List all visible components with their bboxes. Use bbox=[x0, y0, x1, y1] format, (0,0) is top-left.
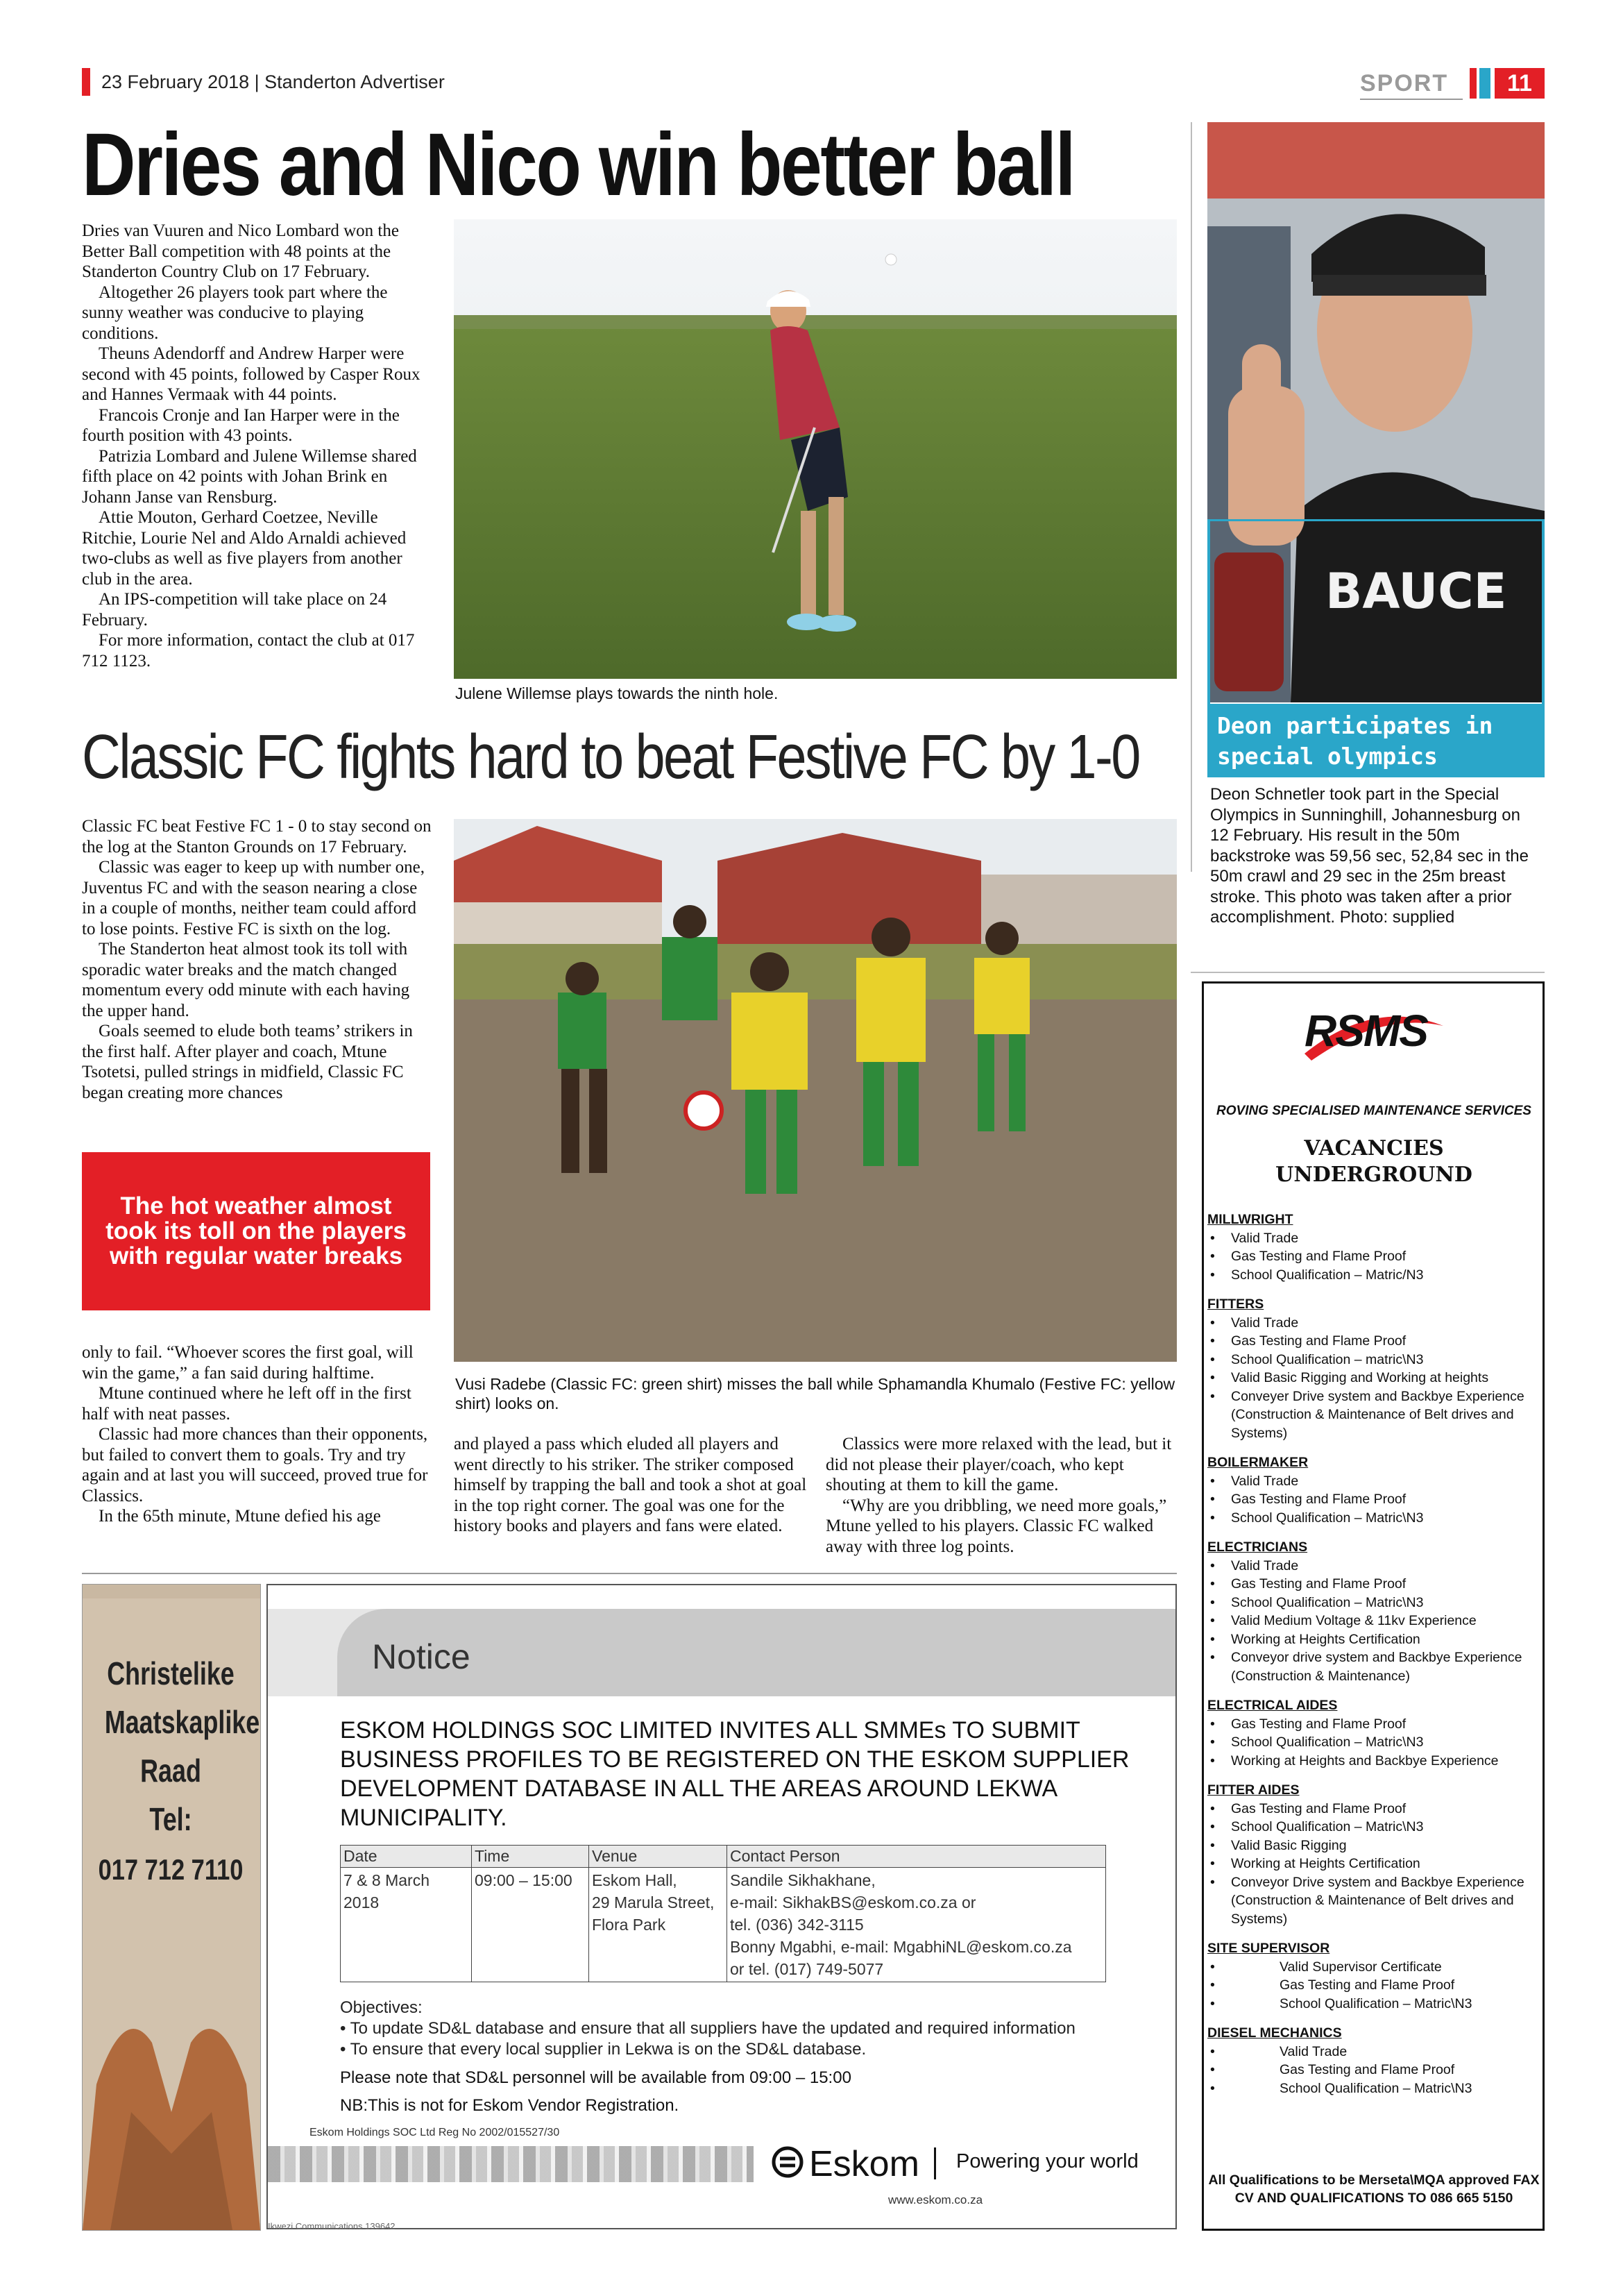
vacancy-requirement: • Valid Trade bbox=[1207, 1472, 1533, 1491]
vacancy-requirement: • Gas Testing and Flame Proof bbox=[1207, 1800, 1533, 1818]
vacancy-title: DIESEL MECHANICS bbox=[1207, 2025, 1342, 2041]
table-cell: 7 & 8 March 2018 bbox=[341, 1868, 472, 1982]
pull-quote-text: The hot weather almost took its toll on the players with regular water breaks bbox=[105, 1192, 407, 1269]
table-cell bbox=[589, 1868, 727, 1982]
special-olympics-title: Deon participates in special olympics bbox=[1207, 704, 1545, 777]
vacancy-requirement: • School Qualification – Matric\N3 bbox=[1207, 1818, 1533, 1837]
football-paragraph: Mtune continued where he left off in the first half with neat passes. bbox=[82, 1384, 411, 1424]
header-red-square bbox=[1470, 68, 1477, 99]
vacancy-requirement: • Gas Testing and Flame Proof bbox=[1207, 1247, 1533, 1266]
football-paragraph: Classic was eager to keep up with number one, Juventus FC and with the season nearing a close in a couple of months, neither team could afford to lose points. Festive FC is sixth on the log. bbox=[82, 858, 425, 938]
vacancy-title: MILLWRIGHT bbox=[1207, 1212, 1293, 1227]
vacancy-title: ELECTRICAL AIDES bbox=[1207, 1698, 1338, 1713]
header-date-paper: 23 February 2018 | Standerton Advertiser bbox=[101, 71, 445, 92]
football-headline: Classic FC fights hard to beat Festive FC by 1-0 bbox=[82, 723, 1139, 792]
table-cell bbox=[727, 1868, 1106, 1982]
vacancy-requirement: • Conveyor Drive system and Backbye Experience (Construction & Maintenance of Belt drives and Systems) bbox=[1207, 1873, 1533, 1929]
vacancy-requirement: • Valid Medium Voltage & 11kv Experience bbox=[1207, 1612, 1533, 1630]
column-divider bbox=[1191, 122, 1192, 872]
golf-paragraph: Dries van Vuuren and Nico Lombard won the Better Ball competition with 48 points at the Standerton Country Club on 17 February. bbox=[82, 221, 399, 281]
contact-line: Sandile Sikhakhane, bbox=[730, 1871, 876, 1889]
football-paragraph: In the 65th minute, Mtune defied his age bbox=[99, 1507, 381, 1526]
football-photo-caption: Vusi Radebe (Classic FC: green shirt) misses the ball while Sphamandla Khumalo (Festive FC: yellow shirt) looks on. bbox=[455, 1375, 1175, 1412]
special-olympics-photo bbox=[1207, 122, 1545, 702]
contact-line: Bonny Mgabhi, e-mail: MgabhiNL@eskom.co.za bbox=[730, 1938, 1072, 1956]
vacancy-requirement: • Gas Testing and Flame Proof bbox=[1207, 2061, 1533, 2079]
vacancies-line: VACANCIES bbox=[1304, 1136, 1444, 1160]
football-paragraph: Goals seemed to elude both teams’ strikers in the first half. After player and coach, Mtune Tsotetsi, pulled strings in midfield, Classic FC began creating more chances bbox=[82, 1022, 413, 1102]
golf-paragraph: Altogether 26 players took part where the sunny weather was conducive to playing conditions. bbox=[82, 282, 388, 343]
rsms-logo: RSMS bbox=[1305, 1006, 1427, 1056]
vacancy-title: FITTER AIDES bbox=[1207, 1782, 1300, 1798]
vacancy-requirement: • Valid Trade bbox=[1207, 1557, 1533, 1576]
vacancy-requirement: • Conveyor drive system and Backbye Experience (Construction & Maintenance) bbox=[1207, 1648, 1533, 1685]
notice-objectives bbox=[340, 1998, 1166, 2060]
christelike-line: Christelike bbox=[107, 1655, 235, 1691]
vacancy-requirement: • School Qualification – Matric\N3 bbox=[1207, 2079, 1533, 2098]
vacancy-requirement: • Gas Testing and Flame Proof bbox=[1207, 1575, 1533, 1594]
brand-divider bbox=[934, 2147, 936, 2179]
christelike-phone: 017 712 7110 bbox=[98, 1853, 244, 1886]
objective-item: • To ensure that every local supplier in Lekwa is on the SD&L database. bbox=[340, 2040, 867, 2059]
vacancy-requirement: • Gas Testing and Flame Proof bbox=[1207, 1490, 1533, 1509]
header-blue-square bbox=[1479, 68, 1490, 99]
football-paragraph: “Why are you dribbling, we need more goals,” Mtune yelled to his players. Classic FC walked away with three log points. bbox=[826, 1496, 1167, 1556]
table-cell: 09:00 – 15:00 bbox=[472, 1868, 589, 1982]
objectives-label: Objectives: bbox=[340, 1998, 423, 2017]
vacancies-line: UNDERGROUND bbox=[1275, 1163, 1472, 1187]
vacancy-requirement: • Working at Heights and Backbye Experience bbox=[1207, 1752, 1533, 1771]
golf-headline: Dries and Nico win better ball bbox=[82, 115, 1074, 214]
vacancy-requirement: • Gas Testing and Flame Proof bbox=[1207, 1332, 1533, 1351]
ad-credit: Ikwezi Communications 139642 bbox=[268, 2221, 396, 2231]
christelike-line: Tel: bbox=[149, 1801, 192, 1837]
photo-frame-left bbox=[1207, 519, 1210, 704]
column-divider bbox=[1191, 972, 1545, 973]
vacancy-title: BOILERMAKER bbox=[1207, 1455, 1309, 1470]
vacancy-requirement: • School Qualification – Matric\N3 bbox=[1207, 1594, 1533, 1612]
christelike-line: Maatskaplike bbox=[104, 1704, 260, 1740]
rsms-vacancies-heading bbox=[1207, 1136, 1540, 1188]
ads-divider bbox=[82, 1573, 1177, 1574]
golf-paragraph: Attie Mouton, Gerhard Coetzee, Neville Ritchie, Lourie Nel and Aldo Arnaldi achieved two-clubs as well as five players from another club in the area. bbox=[82, 508, 407, 589]
objective-text: To ensure that every local supplier in Lekwa is on the SD&L database. bbox=[350, 2040, 867, 2059]
football-column-2 bbox=[454, 1434, 810, 1537]
contact-line: or tel. (017) 749-5077 bbox=[730, 1960, 884, 1978]
football-paragraph: Classics were more relaxed with the lead, but it did not please their player/coach, who kept shouting at them to kill the game. bbox=[826, 1435, 1172, 1494]
vacancy-requirement: • School Qualification – matric\N3 bbox=[1207, 1351, 1533, 1369]
football-photo bbox=[454, 819, 1177, 1362]
vacancy-requirement: • School Qualification – Matric\N3 bbox=[1207, 1995, 1533, 2014]
golf-paragraph: Patrizia Lombard and Julene Willemse shared fifth place on 42 points with Johan Brink en Johann Janse van Rensburg. bbox=[82, 446, 417, 507]
vacancy-title: SITE SUPERVISOR bbox=[1207, 1941, 1330, 1956]
venue-line: 29 Marula Street, bbox=[592, 1893, 715, 1911]
table-header: Time bbox=[472, 1846, 589, 1868]
pull-quote bbox=[82, 1152, 430, 1310]
football-paragraph: only to fail. “Whoever scores the first goal, will win the game,” a fan said during halftime. bbox=[82, 1343, 414, 1383]
notice-schedule-table bbox=[340, 1845, 1106, 1982]
section-label: SPORT bbox=[1360, 70, 1449, 96]
table-header: Date bbox=[341, 1846, 472, 1868]
header-accent-bar bbox=[82, 68, 90, 96]
vacancy-requirement: • Valid Trade bbox=[1207, 1229, 1533, 1248]
golf-photo bbox=[454, 219, 1177, 679]
vacancy-title: ELECTRICIANS bbox=[1207, 1539, 1308, 1555]
photo-frame-top bbox=[1207, 519, 1545, 521]
special-olympics-caption: Deon Schnetler took part in the Special Olympics in Sunninghill, Johannesburg on 12 February. His result in the 50m backstroke was 59,56 sec, 52,84 sec in the 50m crawl and 29 sec in the 25m breast stroke. This photo was taken after a prior accomplishment. Photo: supplied bbox=[1210, 785, 1529, 927]
christelike-line: Raad bbox=[140, 1753, 201, 1789]
contact-line: e-mail: SikhakBS@eskom.co.za or bbox=[730, 1893, 976, 1911]
vacancy-requirement: • Working at Heights Certification bbox=[1207, 1855, 1533, 1873]
vacancy-requirement: • School Qualification – Matric\N3 bbox=[1207, 1733, 1533, 1752]
eskom-logo-icon bbox=[770, 2145, 805, 2179]
venue-line: Eskom Hall, bbox=[592, 1871, 677, 1889]
objective-text: To update SD&L database and ensure that all suppliers have the updated and required information bbox=[350, 2019, 1076, 2038]
football-paragraph: The Standerton heat almost took its toll with sporadic water breaks and the match changed momentum every odd minute with each having the upper hand. bbox=[82, 940, 410, 1020]
table-header: Venue bbox=[589, 1846, 727, 1868]
notice-note: NB:This is not for Eskom Vendor Registration. bbox=[340, 2096, 679, 2115]
vacancy-requirement: • Valid Supervisor Certificate bbox=[1207, 1958, 1533, 1977]
notice-lead: ESKOM HOLDINGS SOC LIMITED INVITES ALL SMMEs TO SUBMIT BUSINESS PROFILES TO BE REGISTERED ON THE ESKOM SUPPLIER DEVELOPMENT DATABASE IN ALL THE AREAS AROUND LEKWA MUNICIPALITY. bbox=[340, 1717, 1130, 1831]
objective-item: • To update SD&L database and ensure that all suppliers have the updated and required information bbox=[340, 2019, 1076, 2038]
photo-frame-right bbox=[1542, 519, 1545, 704]
golf-paragraph: For more information, contact the club at 017 712 1123. bbox=[82, 631, 415, 670]
golf-paragraph: Theuns Adendorff and Andrew Harper were second with 45 points, followed by Casper Roux and Hannes Vermaak with 44 points. bbox=[82, 344, 420, 404]
vacancy-requirement: • Valid Trade bbox=[1207, 1314, 1533, 1333]
golf-article-body bbox=[82, 221, 422, 671]
vacancy-requirement: • Valid Trade bbox=[1207, 2043, 1533, 2061]
golf-photo-caption: Julene Willemse plays towards the ninth hole. bbox=[455, 684, 779, 702]
notice-pattern-strip bbox=[268, 2146, 754, 2182]
eskom-brand: Eskom bbox=[809, 2144, 919, 2184]
rsms-subtitle: ROVING SPECIALISED MAINTENANCE SERVICES bbox=[1216, 1104, 1531, 1118]
notice-note: Please note that SD&L personnel will be available from 09:00 – 15:00 bbox=[340, 2068, 851, 2087]
vacancy-title: FITTERS bbox=[1207, 1297, 1264, 1312]
vacancy-requirement: • Conveyer Drive system and Backbye Experience (Construction & Maintenance of Belt drives and Systems) bbox=[1207, 1387, 1533, 1443]
vacancy-requirement: • Valid Basic Rigging bbox=[1207, 1837, 1533, 1855]
football-paragraph: and played a pass which eluded all players and went directly to his striker. The striker composed himself by trapping the ball and took a shot at goal in the top right corner. The goal was one for the history books and players and fans were elated. bbox=[454, 1435, 807, 1535]
notice-registration: Eskom Holdings SOC Ltd Reg No 2002/015527/30 bbox=[309, 2127, 560, 2138]
golf-paragraph: Francois Cronje and Ian Harper were in the fourth position with 43 points. bbox=[82, 405, 400, 445]
vacancy-requirement: • School Qualification – Matric/N3 bbox=[1207, 1266, 1533, 1285]
notice-heading: Notice bbox=[372, 1637, 470, 1676]
page-number: 11 bbox=[1495, 68, 1545, 99]
eskom-slogan: Powering your world bbox=[956, 2150, 1139, 2172]
table-header: Contact Person bbox=[727, 1846, 1106, 1868]
svg-text:BAUCE: BAUCE bbox=[1325, 563, 1507, 620]
section-underline bbox=[1360, 99, 1463, 100]
contact-line: tel. (036) 342-3115 bbox=[730, 1916, 864, 1934]
vacancy-requirement: • Valid Basic Rigging and Working at heights bbox=[1207, 1369, 1533, 1387]
football-column-1-top bbox=[82, 816, 432, 1103]
vacancy-requirement: • Gas Testing and Flame Proof bbox=[1207, 1715, 1533, 1734]
eskom-url: www.eskom.co.za bbox=[888, 2193, 983, 2206]
football-column-1-bottom bbox=[82, 1342, 432, 1527]
vacancy-requirement: • School Qualification – Matric\N3 bbox=[1207, 1509, 1533, 1528]
rsms-footer: All Qualifications to be Merseta\MQA approved FAX CV AND QUALIFICATIONS TO 086 665 5150 bbox=[1208, 2172, 1540, 2206]
rsms-job-list bbox=[1207, 1210, 1533, 2097]
football-paragraph: Classic had more chances than their opponents, but failed to convert them to goals. Try and try again and at last you will succeed, proved true for Classics. bbox=[82, 1425, 428, 1505]
venue-line: Flora Park bbox=[592, 1916, 666, 1934]
vacancy-requirement: • Gas Testing and Flame Proof bbox=[1207, 1976, 1533, 1995]
golf-paragraph: An IPS-competition will take place on 24 February. bbox=[82, 590, 387, 630]
vacancy-requirement: • Working at Heights Certification bbox=[1207, 1630, 1533, 1649]
football-paragraph: Classic FC beat Festive FC 1 - 0 to stay second on the log at the Stanton Grounds on 17 February. bbox=[82, 817, 432, 856]
christelike-name bbox=[104, 1649, 260, 1843]
football-column-3 bbox=[826, 1434, 1177, 1557]
